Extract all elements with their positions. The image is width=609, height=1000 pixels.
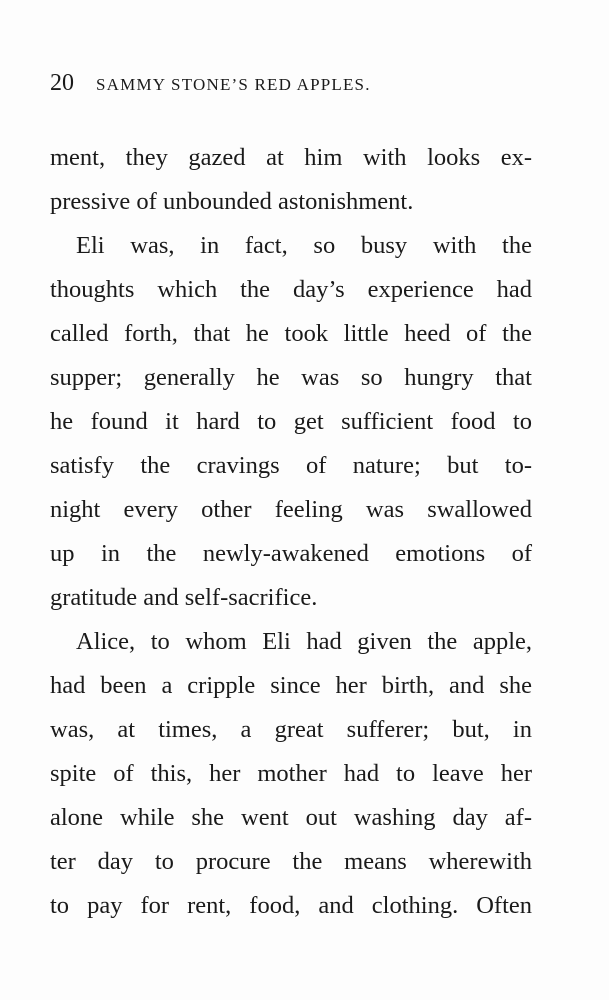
text-line: night every other feeling was swallowed <box>50 496 532 523</box>
text-line: ter day to procure the means wherewith <box>50 848 532 875</box>
text-line: Alice, to whom Eli had given the apple, <box>76 628 532 655</box>
text-line: thoughts which the day’s experience had <box>50 276 532 303</box>
running-head <box>50 70 530 104</box>
text-line: pressive of unbounded astonishment. <box>50 188 414 215</box>
text-line: ment, they gazed at him with looks ex- <box>50 144 532 171</box>
running-title: SAMMY STONE’S RED APPLES. <box>96 75 371 94</box>
text-line: called forth, that he took little heed of the <box>50 320 532 347</box>
text-line: alone while she went out washing day af- <box>50 804 532 831</box>
text-line: up in the newly-awakened emotions of <box>50 540 532 567</box>
text-line: supper; generally he was so hungry that <box>50 364 532 391</box>
text-line: satisfy the cravings of nature; but to- <box>50 452 532 479</box>
text-line: to pay for rent, food, and clothing. Often <box>50 892 532 919</box>
page-number: 20 <box>50 70 74 96</box>
text-line: he found it hard to get sufficient food to <box>50 408 532 435</box>
text-line: gratitude and self-sacrifice. <box>50 584 318 611</box>
text-line: spite of this, her mother had to leave her <box>50 760 532 787</box>
text-line: was, at times, a great sufferer; but, in <box>50 716 532 743</box>
text-line: Eli was, in fact, so busy with the <box>76 232 532 259</box>
text-line: had been a cripple since her birth, and she <box>50 672 532 699</box>
body-text <box>50 136 532 928</box>
